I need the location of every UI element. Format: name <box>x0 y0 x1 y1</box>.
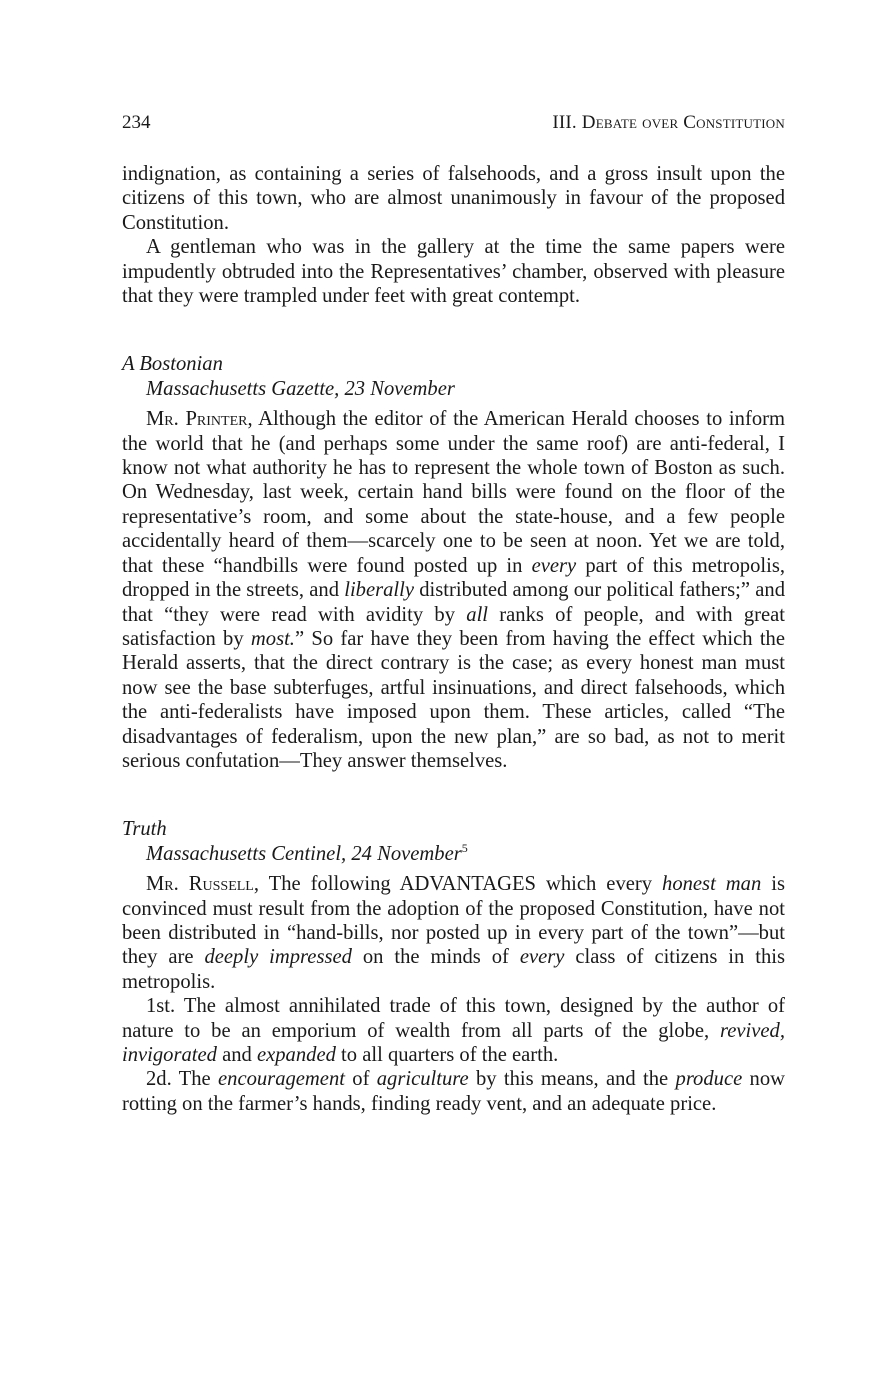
emphasis: every <box>519 946 565 969</box>
chapter-title: III. Debate over Constitution <box>552 112 785 133</box>
text-run: 1st. The almost annihilated trade of this town, designed by the author of nature to be an emporium of wealth from all parts of the globe, <box>122 995 785 1042</box>
text-run: now rotting on the farmer’s hands, finding ready vent, and an adequate price. <box>122 1068 786 1115</box>
text-run: to all quarters of the earth. <box>335 1044 559 1066</box>
source-text: Massachusetts Centinel, 24 November <box>146 842 462 865</box>
text-run: ranks of people, and with great satisfaction by <box>122 603 785 650</box>
truth-paragraph-3 <box>122 1067 785 1116</box>
body-text <box>122 162 785 1116</box>
emphasis: revived, invigorated <box>122 1019 785 1066</box>
section-heading-bostonian: A Bostonian <box>122 353 223 376</box>
text-run: is convinced must result from the adoption of the proposed Constitution, have not been distributed in “hand-bills, nor posted up in every part of the town”—but they are <box>122 873 785 969</box>
emphasis: expanded <box>256 1044 336 1066</box>
addressee: Mr. Printer, <box>146 408 253 431</box>
bostonian-paragraph <box>122 407 785 773</box>
emphasis: honest man <box>662 873 762 896</box>
source-line-truth <box>122 842 785 866</box>
document-page <box>122 112 785 1116</box>
text-run: and <box>216 1044 257 1066</box>
text-run: 2d. The <box>146 1068 219 1091</box>
emphasis: produce <box>675 1068 743 1091</box>
intro-paragraph-1: indignation, as containing a series of falsehoods, and a gross insult upon the citizens of this town, who are almost unanimously in favour of the proposed Constitution. <box>122 163 785 234</box>
page-number: 234 <box>122 112 151 133</box>
text-run: of <box>344 1068 377 1091</box>
text-run: Although the editor of the American Herald chooses to inform the world that he (and perhaps some under the same roof) are anti-federal, I know not what authority he has to represent the whole town of Boston as such. On Wednesday, last week, certain hand bills were found on the floor of the representative’s room, and some about the state-house, and a few people accidentally heard of them—scarcely one to be seen at noon. Yet we are told, that these “handbills were found posted up in <box>122 408 785 577</box>
text-run: distributed among our political fathers;” and that “they were read with avidity by <box>122 579 785 626</box>
source-line-bostonian: Massachusetts Gazette, 23 November <box>146 377 455 400</box>
intro-paragraph-2: A gentleman who was in the gallery at the time the same papers were impudently obtruded into the Representatives’ chamber, observed with pleasure that they were trampled under feet with great contempt. <box>122 236 785 308</box>
emphasis: most. <box>250 627 295 650</box>
emphasis: deeply impressed <box>204 946 352 969</box>
running-header <box>122 112 785 142</box>
text-run: by this means, and the <box>468 1068 676 1091</box>
text-run: ” So far have they been from having the effect which the Herald asserts, that the direct contrary is the case; as every honest man must now see the base subterfuges, artful insinuations, and direct falsehoods, which the anti-federalists have imposed upon them. These articles, called “The disadvantages of federalism, upon the new plan,” are so bad, as not to merit serious confutation—They answer themselves. <box>122 627 785 772</box>
text-run: The following ADVANTAGES which every <box>259 873 663 896</box>
text-run: on the minds of <box>351 946 520 969</box>
truth-paragraph-2 <box>122 994 785 1067</box>
emphasis: agriculture <box>376 1068 469 1091</box>
emphasis: liberally <box>344 579 415 602</box>
emphasis: encouragement <box>218 1068 345 1091</box>
text-run: part of this metropolis, dropped in the streets, and <box>122 554 785 602</box>
addressee: Mr. Russell, <box>146 873 260 896</box>
truth-paragraph-1 <box>122 872 785 994</box>
emphasis: every <box>531 554 577 577</box>
text-run: class of citizens in this metropolis. <box>122 946 785 993</box>
emphasis: all <box>466 603 489 626</box>
section-heading-truth: Truth <box>122 818 167 841</box>
footnote-marker: 5 <box>461 840 468 855</box>
